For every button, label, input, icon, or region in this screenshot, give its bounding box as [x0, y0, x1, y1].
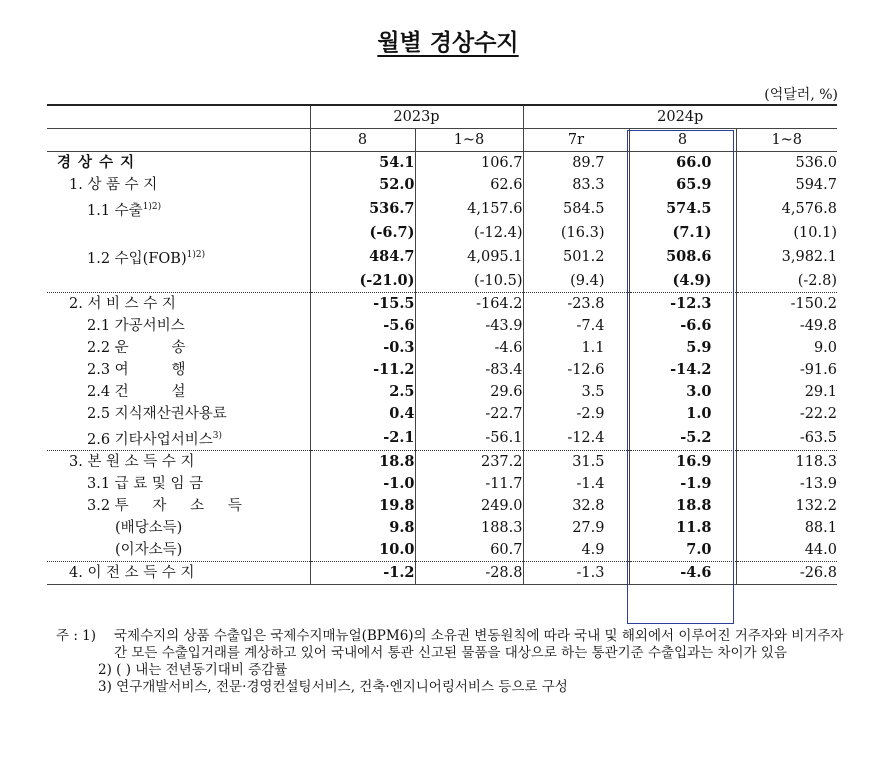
table-cell: (9.4)	[523, 270, 629, 293]
table-cell: -15.5	[310, 292, 415, 315]
row-label: (배당소득)	[115, 520, 183, 537]
page-title: 월별 경상수지	[377, 29, 519, 56]
table-row	[47, 196, 837, 222]
table-cell: 29.6	[415, 381, 523, 403]
table-cell: -28.8	[415, 562, 523, 585]
table-cell: 7.0	[629, 539, 736, 562]
table-row	[47, 359, 837, 381]
table-cell: (-2.8)	[736, 270, 837, 293]
table-row	[47, 222, 837, 244]
row-label: 2.4 건 설	[87, 383, 186, 400]
table-cell: -22.7	[415, 403, 523, 425]
table-cell: 9.8	[310, 517, 415, 539]
table-cell: 3,982.1	[736, 244, 837, 270]
table-cell: -7.4	[523, 315, 629, 337]
table-row	[47, 403, 837, 425]
row-label: 1.1 수출$^{1)2)}$	[87, 202, 162, 219]
row-label: 3.1 급 료 및 임 금	[87, 476, 204, 493]
footnote-2: 2) ( ) 내는 전년동기대비 증감률	[98, 662, 288, 678]
table-cell: -43.9	[415, 315, 523, 337]
table-cell: 484.7	[310, 244, 415, 270]
table-cell: -12.4	[523, 425, 629, 451]
table-cell: 106.7	[415, 152, 523, 175]
row-label: 3.2 투 자 소 득	[87, 498, 242, 515]
table-cell: -91.6	[736, 359, 837, 381]
row-label: 2.3 여 행	[87, 361, 186, 378]
table-cell: -1.2	[310, 562, 415, 585]
table-cell: 31.5	[523, 451, 629, 474]
table-cell: -56.1	[415, 425, 523, 451]
table-cell: -1.3	[523, 562, 629, 585]
table-cell: -164.2	[415, 292, 523, 315]
footnote-ref: 3)	[212, 430, 222, 441]
table-cell: 19.8	[310, 495, 415, 517]
table-cell: -49.8	[736, 315, 837, 337]
table-cell: 54.1	[310, 152, 415, 175]
table-cell: 18.8	[310, 451, 415, 474]
footnotes	[56, 628, 856, 696]
table-row	[47, 152, 837, 175]
table-cell: 89.7	[523, 152, 629, 175]
table-cell: 83.3	[523, 174, 629, 196]
table-cell: -5.6	[310, 315, 415, 337]
row-label: 4. 이 전 소 득 수 지	[47, 562, 310, 585]
header-row-years	[47, 105, 837, 129]
table-cell: 65.9	[629, 174, 736, 196]
table-cell: 32.8	[523, 495, 629, 517]
table-row	[47, 451, 837, 474]
header-2023: 2023p	[310, 105, 523, 129]
header-row-months	[47, 129, 837, 152]
table-row	[47, 244, 837, 270]
table-row	[47, 495, 837, 517]
table-cell: -12.6	[523, 359, 629, 381]
table-cell: -2.9	[523, 403, 629, 425]
header-month: 1~8	[415, 129, 523, 152]
table-cell: 3.5	[523, 381, 629, 403]
row-label: 1.2 수입(FOB)$^{1)2)}$	[87, 249, 206, 267]
table-cell: -4.6	[415, 337, 523, 359]
current-account-table	[47, 104, 837, 585]
table-cell: 5.9	[629, 337, 736, 359]
table-cell: 27.9	[523, 517, 629, 539]
footnote-ref: 1)2)	[186, 249, 206, 260]
table-cell: (-6.7)	[310, 222, 415, 244]
table-cell: (4.9)	[629, 270, 736, 293]
table-cell: (-21.0)	[310, 270, 415, 293]
table-cell: 536.0	[736, 152, 837, 175]
table-cell: 52.0	[310, 174, 415, 196]
table-row	[47, 539, 837, 562]
table-cell: -83.4	[415, 359, 523, 381]
table-cell: 4,576.8	[736, 196, 837, 222]
table-row	[47, 270, 837, 293]
table-cell: 594.7	[736, 174, 837, 196]
table-cell: 11.8	[629, 517, 736, 539]
table-row	[47, 292, 837, 315]
row-label: 2.6 기타사업서비스$^{3)}$	[87, 430, 222, 448]
footnote-lead: 주 : 1)	[56, 628, 97, 644]
table-cell: 574.5	[629, 196, 736, 222]
row-label: 2.1 가공서비스	[87, 317, 185, 334]
table-cell: (7.1)	[629, 222, 736, 244]
table-cell: -2.1	[310, 425, 415, 451]
table-cell: -11.7	[415, 473, 523, 495]
table-cell: -63.5	[736, 425, 837, 451]
table-cell: (10.1)	[736, 222, 837, 244]
unit-label: (억달러, %)	[764, 87, 838, 103]
header-2024: 2024p	[523, 105, 837, 129]
table-cell: 237.2	[415, 451, 523, 474]
table-cell: (16.3)	[523, 222, 629, 244]
table-cell: -0.3	[310, 337, 415, 359]
table-cell: -12.3	[629, 292, 736, 315]
table-cell: 188.3	[415, 517, 523, 539]
table-cell: 4.9	[523, 539, 629, 562]
row-label	[47, 222, 310, 244]
footnote-3: 3) 연구개발서비스, 전문·경영컨설팅서비스, 건축·엔지니어링서비스 등으로 구성	[98, 679, 568, 695]
table-cell: 16.9	[629, 451, 736, 474]
header-month: 8	[310, 129, 415, 152]
table-cell: 132.2	[736, 495, 837, 517]
table-row	[47, 425, 837, 451]
table-cell: 88.1	[736, 517, 837, 539]
header-month: 1~8	[736, 129, 837, 152]
footnote-1: 국제수지의 상품 수출입은 국제수지매뉴얼(BPM6)의 소유권 변동원칙에 따라 국내 및 해외에서 이루어진 거주자와 비거주자 간 모든 수출입거래를 계상하고 있어 국내에서 통관 신고된 물품을 대상으로 하는 통관기준 수출입과는 차이가 있음	[114, 628, 844, 661]
table-cell: 4,157.6	[415, 196, 523, 222]
table-row	[47, 337, 837, 359]
header-month: 7r	[523, 129, 629, 152]
table-cell: -5.2	[629, 425, 736, 451]
table-cell: 1.0	[629, 403, 736, 425]
table-cell: -13.9	[736, 473, 837, 495]
table-row	[47, 517, 837, 539]
row-label: 2.5 지식재산권사용료	[87, 405, 227, 422]
table-cell: 29.1	[736, 381, 837, 403]
table-cell: 501.2	[523, 244, 629, 270]
row-label: 3. 본 원 소 득 수 지	[47, 451, 310, 474]
table-cell: 10.0	[310, 539, 415, 562]
row-label: 경 상 수 지	[47, 152, 310, 175]
row-label: 1. 상 품 수 지	[69, 177, 158, 193]
table-cell: 118.3	[736, 451, 837, 474]
table-cell: -14.2	[629, 359, 736, 381]
table-cell: -4.6	[629, 562, 736, 585]
table-cell: 2.5	[310, 381, 415, 403]
table-cell: 44.0	[736, 539, 837, 562]
table-cell: 584.5	[523, 196, 629, 222]
table-cell: -150.2	[736, 292, 837, 315]
table-cell: -6.6	[629, 315, 736, 337]
table-cell: 1.1	[523, 337, 629, 359]
footnote-ref: 1)2)	[142, 202, 162, 212]
table-cell: 62.6	[415, 174, 523, 196]
table-row	[47, 473, 837, 495]
table-cell: (-12.4)	[415, 222, 523, 244]
table-cell: -1.0	[310, 473, 415, 495]
table-cell: -22.2	[736, 403, 837, 425]
table-cell: 9.0	[736, 337, 837, 359]
table-cell: 60.7	[415, 539, 523, 562]
table-cell: -1.4	[523, 473, 629, 495]
table-cell: 0.4	[310, 403, 415, 425]
table-cell: 249.0	[415, 495, 523, 517]
table-cell: 66.0	[629, 152, 736, 175]
table-row	[47, 562, 837, 585]
row-label: 2.2 운 송	[87, 339, 186, 356]
table-cell: -26.8	[736, 562, 837, 585]
table-row	[47, 315, 837, 337]
row-label: (이자소득)	[115, 542, 183, 559]
table-cell: 508.6	[629, 244, 736, 270]
table-cell: -1.9	[629, 473, 736, 495]
table-cell: 3.0	[629, 381, 736, 403]
table-row	[47, 381, 837, 403]
row-label: 2. 서 비 스 수 지	[47, 292, 310, 315]
table-cell: -11.2	[310, 359, 415, 381]
header-month: 8	[629, 129, 736, 152]
table-cell: 536.7	[310, 196, 415, 222]
table-cell: 18.8	[629, 495, 736, 517]
row-label	[47, 270, 310, 293]
table-cell: (-10.5)	[415, 270, 523, 293]
table-row	[47, 174, 837, 196]
table-cell: -23.8	[523, 292, 629, 315]
table-cell: 4,095.1	[415, 244, 523, 270]
